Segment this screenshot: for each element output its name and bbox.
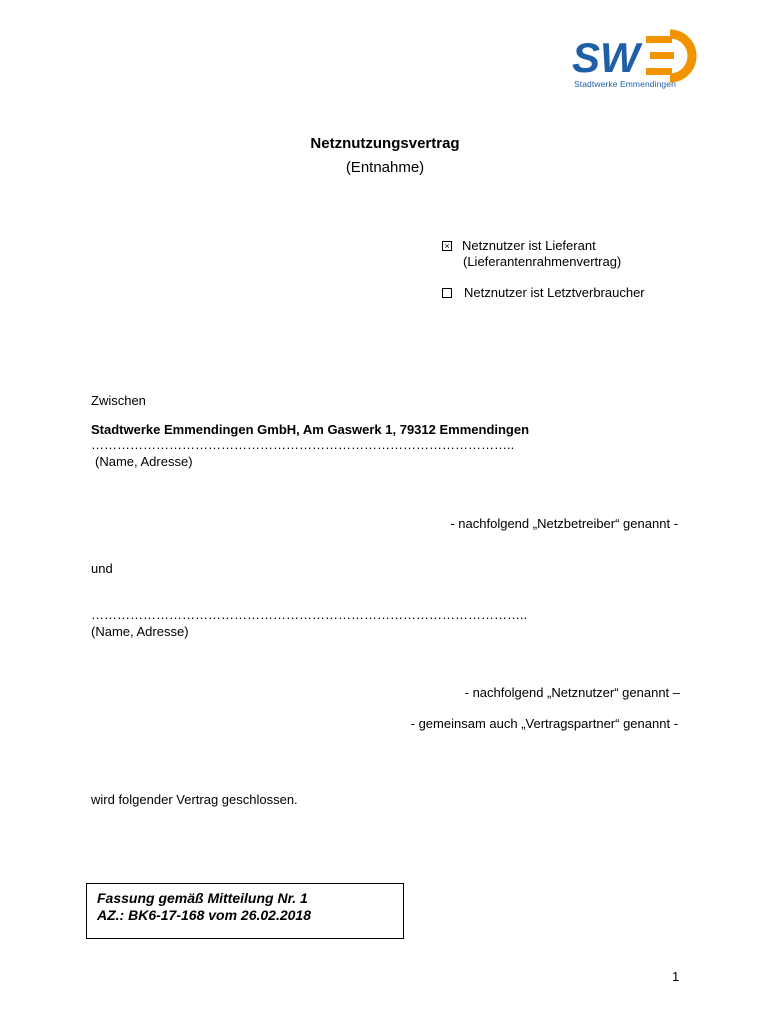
option-letztverbraucher-checkbox[interactable] xyxy=(442,288,452,298)
option-lieferant-sublabel: (Lieferantenrahmenvertrag) xyxy=(463,254,622,269)
name-address-caption-2: (Name, Adresse) xyxy=(91,624,189,639)
version-box xyxy=(86,883,404,939)
user-role: - nachfolgend „Netznutzer“ genannt – xyxy=(464,685,680,700)
document-subtitle: (Entnahme) xyxy=(345,159,425,176)
page-number: 1 xyxy=(672,969,680,984)
version-line-1: Fassung gemäß Mitteilung Nr. 1 xyxy=(97,890,308,906)
version-line-2: AZ.: BK6-17-168 vom 26.02.2018 xyxy=(97,907,311,923)
operator-name-address: Stadtwerke Emmendingen GmbH, Am Gaswerk 1, 79312 Emmendingen xyxy=(91,422,530,437)
between-label: Zwischen xyxy=(91,393,146,408)
logo-e-icon xyxy=(646,34,692,78)
operator-role: - nachfolgend „Netzbetreiber“ genannt - xyxy=(450,516,678,531)
option-lieferant-label: Netznutzer ist Lieferant xyxy=(462,238,596,253)
dotted-line-1: …………………………………………………………………………………….. xyxy=(91,437,515,452)
logo-company-name: Stadtwerke Emmendingen xyxy=(574,79,676,89)
option-letztverbraucher-label: Netznutzer ist Letztverbraucher xyxy=(464,285,645,300)
and-label: und xyxy=(91,561,113,576)
contract-parties-note: - gemeinsam auch „Vertragspartner“ genannt - xyxy=(410,716,678,731)
document-title: Netznutzungsvertrag xyxy=(310,135,460,152)
name-address-caption-1: (Name, Adresse) xyxy=(95,454,193,469)
dotted-line-2: ……………………………………………………………………………………….. xyxy=(91,607,528,622)
logo-mark: SW xyxy=(572,34,640,81)
option-lieferant-checkbox[interactable]: × xyxy=(442,241,452,251)
contract-concluded: wird folgender Vertrag geschlossen. xyxy=(91,792,298,807)
